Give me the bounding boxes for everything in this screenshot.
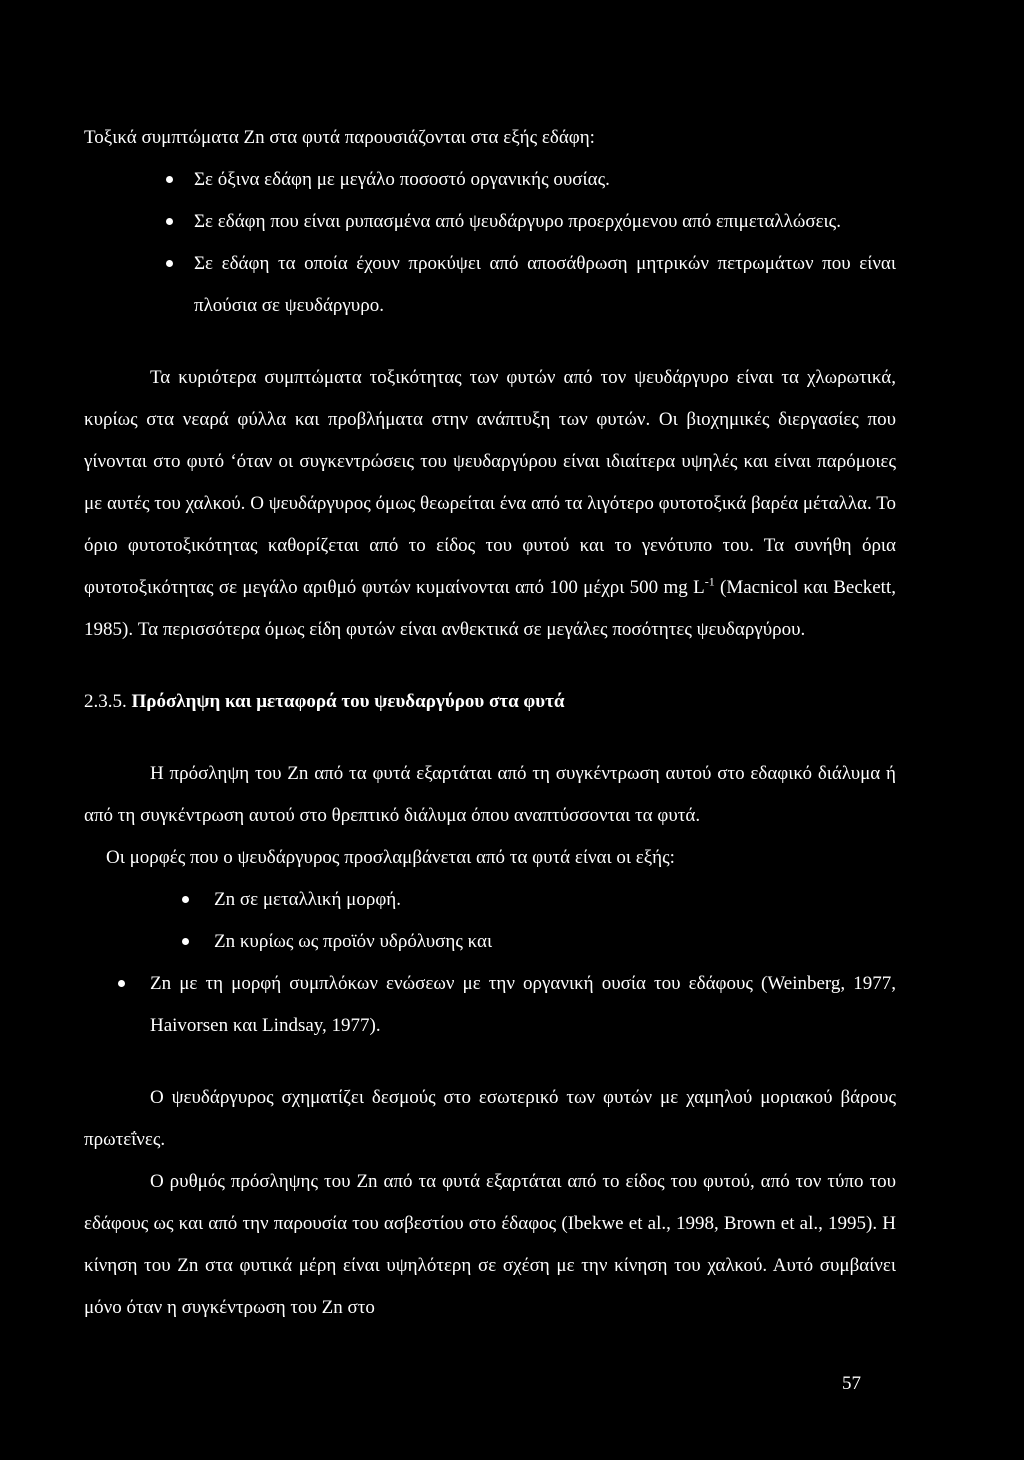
uptake-paragraph: Η πρόσληψη του Zn από τα φυτά εξαρτάται από τη συγκέντρωση αυτού στο εδαφικό διάλυμα ή από τη συγκέντρωση αυτού στο θρεπτικό διάλυμα όπου αναπτύσσονται τα φυτά.	[84, 763, 896, 826]
bullet-icon	[166, 260, 173, 267]
symptoms-paragraph	[84, 357, 896, 651]
section-number: 2.3.5.	[84, 691, 127, 712]
symptoms-text-a: Τα κυριότερα συμπτώματα τοξικότητας των φυτών από τον ψευδάργυρο είναι τα χλωρωτικά, κυρίως στα νεαρά φύλλα και προβλήματα στην ανάπτυξη των φυτών. Οι βιοχημικές διεργασίες που γίνονται στο φυτό ‘όταν οι συγκεντρώσεις του ψευδαργύρου είναι ιδιαίτερα υψηλές και είναι παρόμοιες με αυτές του χαλκού. Ο ψευδάργυρος όμως θεωρείται ένα από τα λιγότερο φυτοτοξικά βαρέα μέταλλα. Το όριο φυτοτοξικότητας καθορίζεται από το είδος του φυτού και το γενότυπο του. Τα συνήθη όρια φυτοτοξικότητας σε μεγάλο αριθμό φυτών κυμαίνονται από 100 μέχρι 500 mg L	[84, 367, 896, 598]
list-item	[84, 879, 896, 921]
unit-superscript: -1	[704, 574, 715, 589]
forms-intro: Οι μορφές που ο ψευδάργυρος προσλαμβάνεται από τα φυτά είναι οι εξής:	[106, 847, 675, 868]
list-item	[84, 243, 896, 327]
bullet-icon	[182, 938, 189, 945]
list-item-text: Zn κυρίως ως προϊόν υδρόλυσης και	[214, 931, 493, 952]
symptoms-text-b: (Macnicol και Beckett, 1985). Τα περισσότερα όμως είδη φυτών είναι ανθεκτικά σε μεγάλες ποσότητες ψευδαργύρου.	[84, 577, 896, 640]
page-number: 57	[842, 1373, 861, 1394]
list-item	[84, 159, 896, 201]
section-heading	[84, 681, 896, 723]
list-item	[84, 963, 896, 1047]
intro-paragraph: Τοξικά συμπτώματα Zn στα φυτά παρουσιάζονται στα εξής εδάφη:	[84, 127, 595, 148]
forms-list	[84, 879, 896, 963]
bullet-icon	[166, 176, 173, 183]
list-item	[84, 921, 896, 963]
bonds-paragraph: Ο ψευδάργυρος σχηματίζει δεσμούς στο εσωτερικό των φυτών με χαμηλού μοριακού βάρους πρωτεΐνες.	[84, 1087, 896, 1150]
bullet-icon	[118, 980, 125, 987]
bullet-icon	[182, 896, 189, 903]
list-item-text: Zn σε μεταλλική μορφή.	[214, 889, 401, 910]
forms-list-outer	[84, 963, 896, 1047]
bullet-icon	[166, 218, 173, 225]
list-item	[84, 201, 896, 243]
soil-list	[84, 159, 896, 327]
rate-paragraph: Ο ρυθμός πρόσληψης του Zn από τα φυτά εξαρτάται από το είδος του φυτού, από τον τύπο του εδάφους ως και από την παρουσία του ασβεστίου στο έδαφος (Ibekwe et al., 1998, Brown et al., 1995). Η κίνηση του Zn στα φυτικά μέρη είναι υψηλότερη σε σχέση με την κίνηση του χαλκού. Αυτό συμβαίνει μόνο όταν η συγκέντρωση του Zn στο	[84, 1171, 896, 1318]
document-page	[84, 117, 896, 1329]
section-title: Πρόσληψη και μεταφορά του ψευδαργύρου στα φυτά	[131, 691, 565, 712]
list-item-text: Zn με τη μορφή συμπλόκων ενώσεων με την οργανική ουσία του εδάφους (Weinberg, 1977, Haivorsen και Lindsay, 1977).	[150, 973, 896, 1036]
list-item-text: Σε όξινα εδάφη με μεγάλο ποσοστό οργανικής ουσίας.	[194, 169, 610, 190]
list-item-text: Σε εδάφη που είναι ρυπασμένα από ψευδάργυρο προερχόμενου από επιμεταλλώσεις.	[194, 211, 841, 232]
list-item-text: Σε εδάφη τα οποία έχουν προκύψει από αποσάθρωση μητρικών πετρωμάτων που είναι πλούσια σε ψευδάργυρο.	[194, 253, 896, 316]
